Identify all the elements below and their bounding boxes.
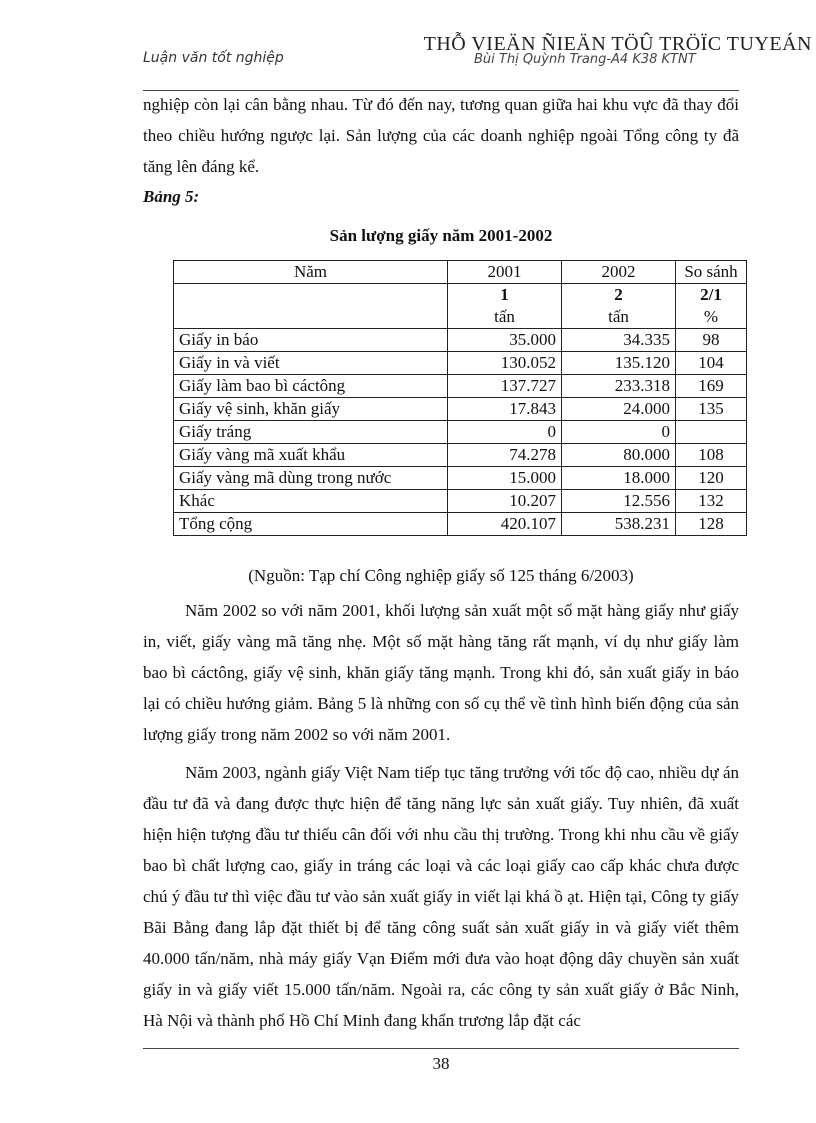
table-cell-name: Giấy tráng — [174, 421, 448, 444]
paragraph-3 — [143, 757, 739, 1036]
table-cell-name: Giấy vàng mã xuất khẩu — [174, 444, 448, 467]
page-number: 38 — [432, 1054, 450, 1073]
table-label: Bảng 5: — [143, 187, 200, 206]
table-cell-name: Khác — [174, 490, 448, 513]
table-cell-y2001: 74.278 — [448, 444, 562, 467]
column-number-cell: 2/1 — [676, 284, 747, 307]
table-cell-y2001: 10.207 — [448, 490, 562, 513]
paragraph-2 — [143, 595, 739, 750]
table-source-note: (Nguồn: Tạp chí Công nghiệp giấy số 125 tháng 6/2003) — [248, 566, 634, 585]
table-cell-y2002: 135.120 — [562, 352, 676, 375]
production-table — [173, 260, 747, 536]
table-cell-ratio: 98 — [676, 329, 747, 352]
unit-cell: tấn — [562, 306, 676, 329]
table-title: Sản lượng giấy năm 2001-2002 — [329, 226, 553, 245]
table-cell-y2002: 233.318 — [562, 375, 676, 398]
table-cell-y2001: 420.107 — [448, 513, 562, 536]
table-cell-y2001: 137.727 — [448, 375, 562, 398]
table-column-number-row — [174, 284, 747, 307]
table-header-row — [174, 261, 747, 284]
table-row — [174, 421, 747, 444]
table-cell-y2002: 24.000 — [562, 398, 676, 421]
column-number-cell: 2 — [562, 284, 676, 307]
table-cell-y2002: 0 — [562, 421, 676, 444]
table-row — [174, 490, 747, 513]
unit-cell: % — [676, 306, 747, 329]
table-cell-y2001: 17.843 — [448, 398, 562, 421]
running-header-author: Bùi Thị Quỳnh Trang-A4 K38 KTNT — [474, 52, 696, 67]
column-number-cell: 1 — [448, 284, 562, 307]
table-cell-y2002: 12.556 — [562, 490, 676, 513]
table-cell-y2001: 0 — [448, 421, 562, 444]
table-row — [174, 444, 747, 467]
table-row — [174, 329, 747, 352]
table-row — [174, 467, 747, 490]
unit-cell — [174, 306, 448, 329]
unit-cell: tấn — [448, 306, 562, 329]
table-units-row — [174, 306, 747, 329]
table-cell-name: Giấy làm bao bì cáctông — [174, 375, 448, 398]
paragraph-2-text: Năm 2002 so với năm 2001, khối lượng sản xuất một số mặt hàng giấy như giấy in, viết, giấy vàng mã tăng nhẹ. Một số mặt hàng tăng rất mạnh, ví dụ như giấy làm bao bì cáctông, giấy vệ sinh, khăn giấy tăng mạnh. Trong khi đó, sản xuất giấy in báo lại có chiều hướng giảm. Bảng 5 là những con số cụ thể về tình hình biến động của sản lượng giấy trong năm 2002 so với năm 2001. — [143, 601, 739, 744]
table-cell-y2002: 18.000 — [562, 467, 676, 490]
table-cell-y2001: 130.052 — [448, 352, 562, 375]
table-cell-ratio: 169 — [676, 375, 747, 398]
table-cell-name: Tổng cộng — [174, 513, 448, 536]
running-header-title: Luận văn tốt nghiệp — [143, 50, 284, 66]
table-cell-ratio: 128 — [676, 513, 747, 536]
header-cell-year: Năm — [174, 261, 448, 284]
intro-paragraph-text: nghiệp còn lại cân bằng nhau. Từ đó đến nay, tương quan giữa hai khu vực đã thay đổi theo chiều hướng ngược lại. Sản lượng của các doanh nghiệp ngoài Tổng công ty đã tăng lên đáng kể. — [143, 95, 739, 176]
table-row — [174, 513, 747, 536]
table-cell-y2002: 34.335 — [562, 329, 676, 352]
header-cell-comparison: So sánh — [676, 261, 747, 284]
table-row — [174, 375, 747, 398]
table-cell-y2002: 80.000 — [562, 444, 676, 467]
table-cell-ratio: 135 — [676, 398, 747, 421]
table-cell-ratio: 120 — [676, 467, 747, 490]
table-cell-name: Giấy vàng mã dùng trong nước — [174, 467, 448, 490]
intro-paragraph — [143, 89, 739, 182]
table-cell-ratio: 108 — [676, 444, 747, 467]
table-cell-ratio: 104 — [676, 352, 747, 375]
table-cell-y2001: 35.000 — [448, 329, 562, 352]
table-row — [174, 398, 747, 421]
header-cell-2002: 2002 — [562, 261, 676, 284]
table-cell-y2002: 538.231 — [562, 513, 676, 536]
library-watermark: THỖ VIEÄN ÑIEÄN TÖÛ TRÖÏC TUYEÁN — [423, 33, 812, 55]
column-number-cell — [174, 284, 448, 307]
table-cell-ratio: 132 — [676, 490, 747, 513]
table-cell-name: Giấy vệ sinh, khăn giấy — [174, 398, 448, 421]
paragraph-3-text: Năm 2003, ngành giấy Việt Nam tiếp tục tăng trưởng với tốc độ cao, nhiều dự án đầu tư đã và đang được thực hiện để tăng năng lực sản xuất giấy. Tuy nhiên, đã xuất hiện hiện tượng đầu tư thiếu cân đối với nhu cầu thị trường. Trong khi nhu cầu về giấy bao bì chất lượng cao, giấy in tráng các loại và các loại giấy cao cấp khác chưa được chú ý đầu tư thì việc đầu tư vào sản xuất giấy in viết lại khá ồ ạt. Hiện tại, Công ty giấy Bãi Bằng đang lắp đặt thiết bị để tăng công suất sản xuất giấy in và giấy viết thêm 40.000 tấn/năm, nhà máy giấy Vạn Điểm mới đưa vào hoạt động dây chuyền sản xuất giấy in và giấy viết 15.000 tấn/năm. Ngoài ra, các công ty sản xuất giấy ở Bắc Ninh, Hà Nội và thành phố Hồ Chí Minh đang khẩn trương lắp đặt các — [143, 763, 739, 1030]
header-cell-2001: 2001 — [448, 261, 562, 284]
table-cell-name: Giấy in và viết — [174, 352, 448, 375]
table-cell-y2001: 15.000 — [448, 467, 562, 490]
table-cell-ratio — [676, 421, 747, 444]
table-cell-name: Giấy in báo — [174, 329, 448, 352]
footer-rule — [143, 1048, 739, 1049]
table-row — [174, 352, 747, 375]
